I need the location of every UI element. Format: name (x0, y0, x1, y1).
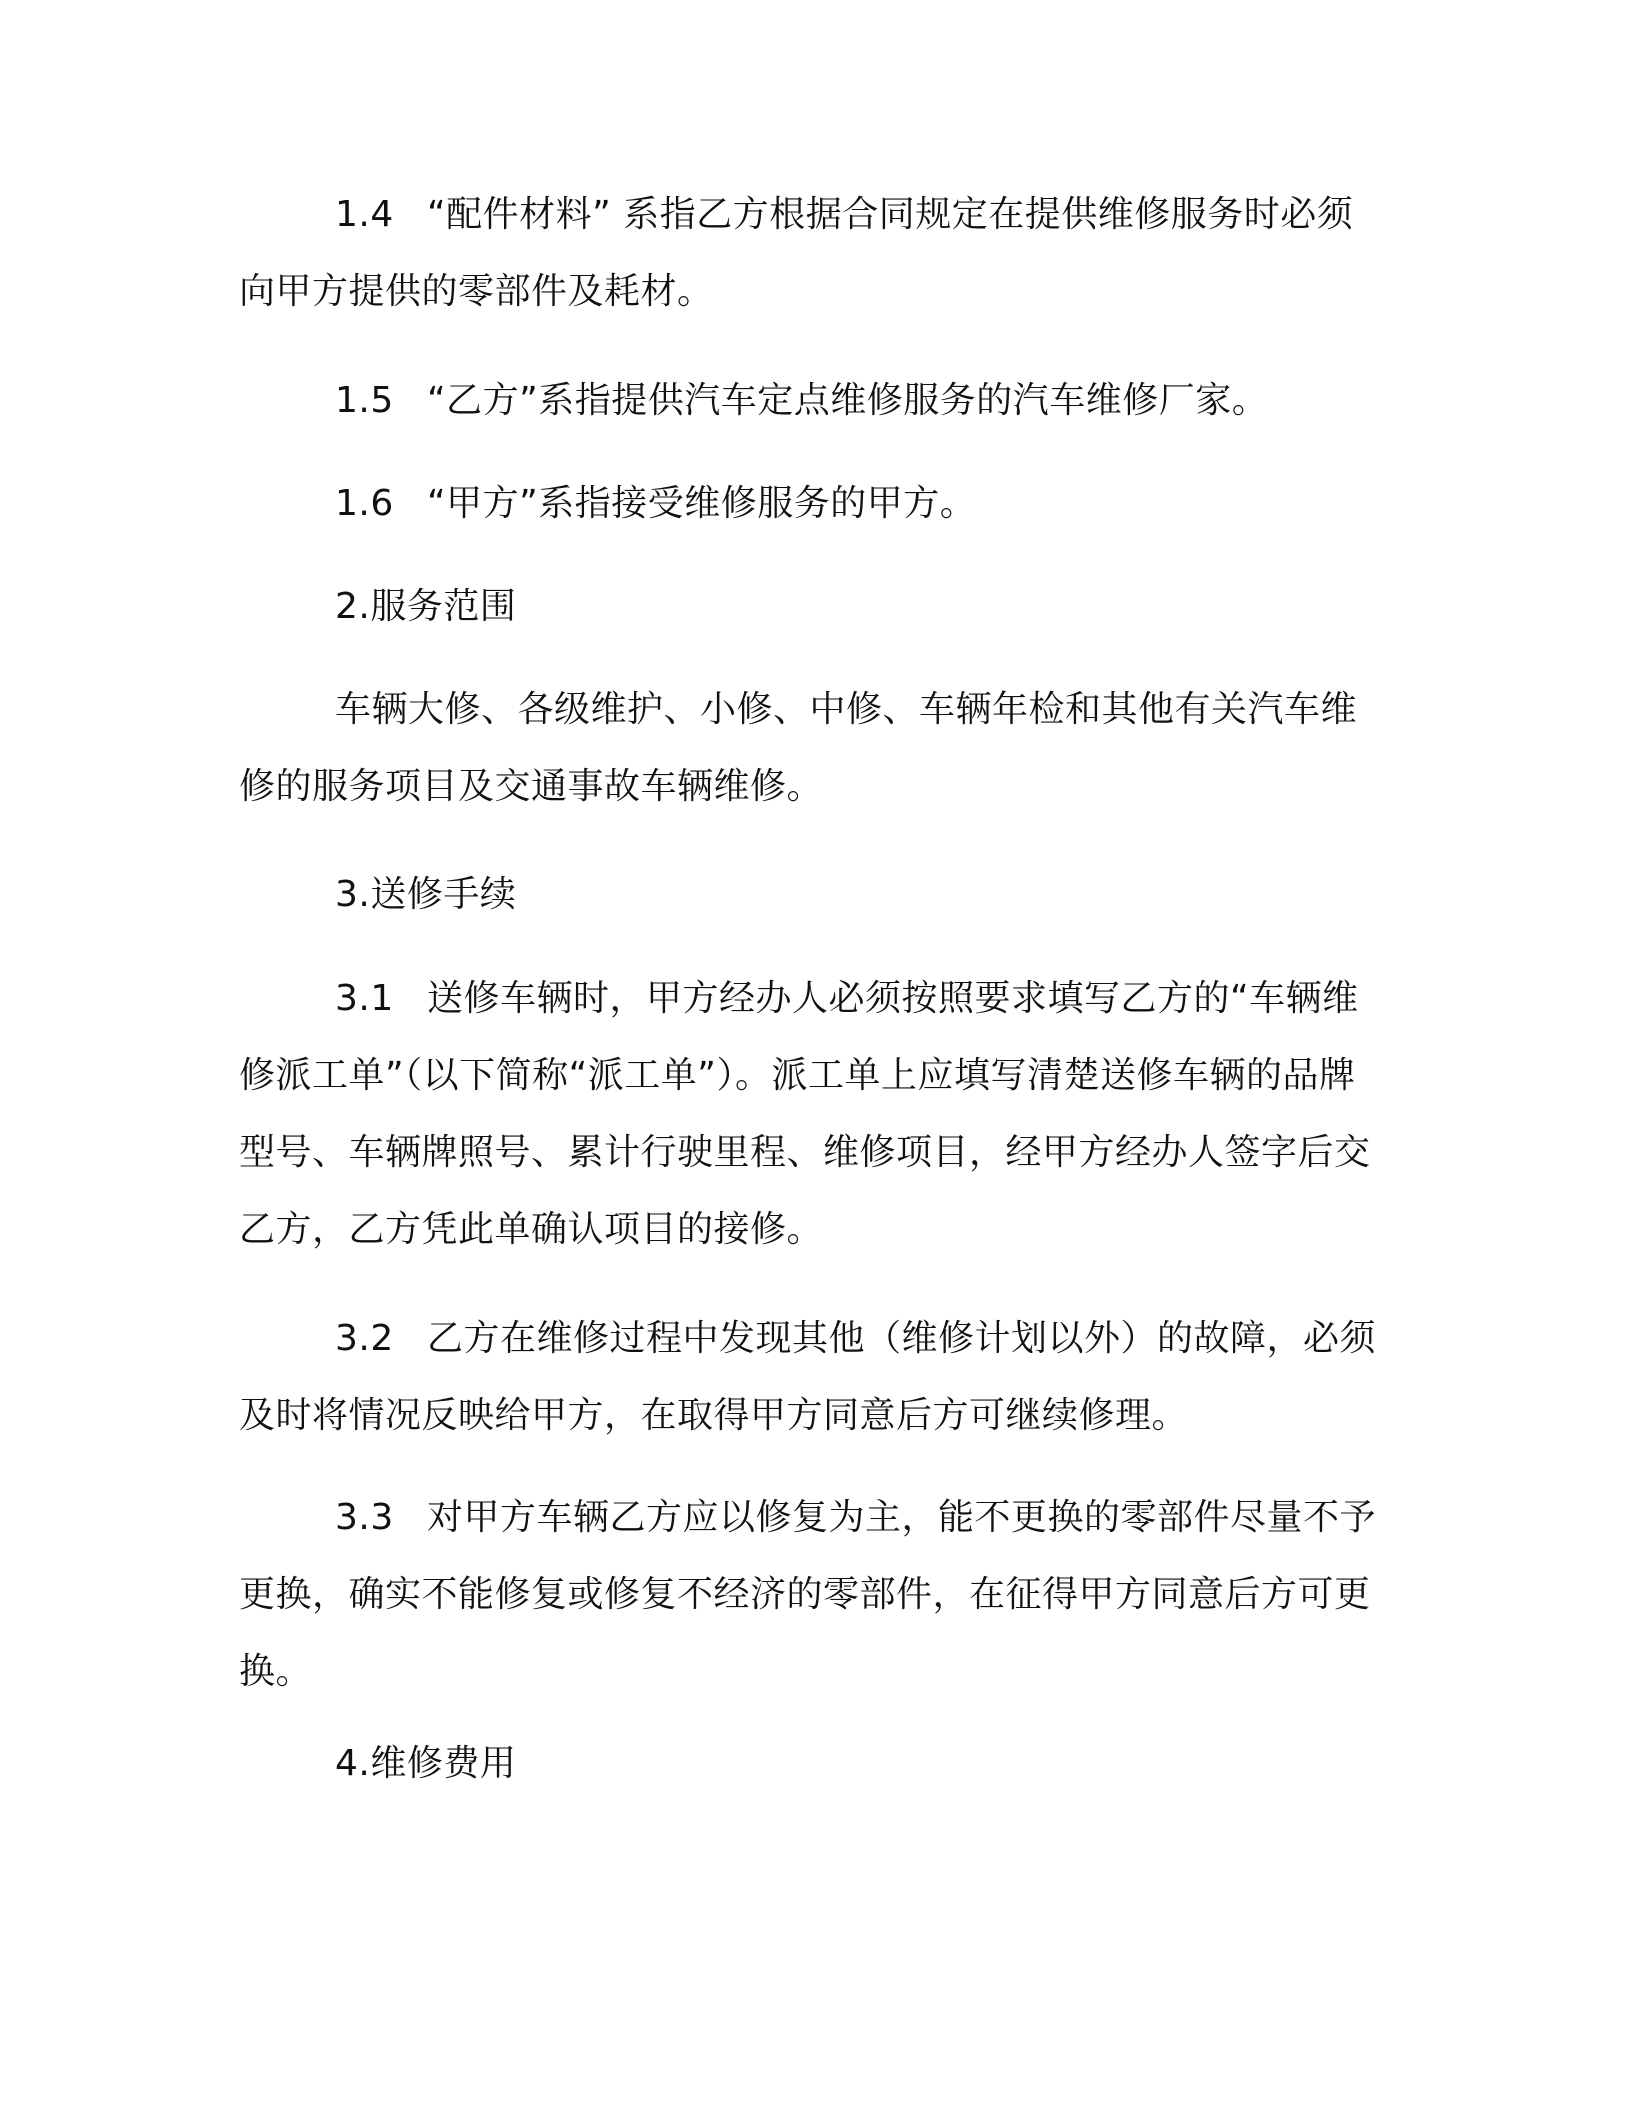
scope-paragraph (239, 671, 1379, 825)
clause-number: 3.2 (335, 1318, 394, 1359)
clause-3-1 (239, 960, 1379, 1268)
clause-text: 对甲方车辆乙方应以修复为主，能不更换的零部件尽量不予更换，确实不能修复或修复不经济的零部件，在征得甲方同意后方可更换。 (239, 1497, 1377, 1692)
clause-number: 1.5 (335, 380, 394, 421)
clause-text: “甲方”系指接受维修服务的甲方。 (427, 483, 977, 524)
clause-number: 3.3 (335, 1497, 394, 1538)
clause-number: 1.6 (335, 483, 394, 524)
clause-1-6 (239, 465, 1379, 542)
section-heading-2: 2.服务范围 (335, 586, 517, 627)
clause-text: 送修车辆时，甲方经办人必须按照要求填写乙方的“车辆维修派工单”（以下简称“派工单”）。派工单上应填写清楚送修车辆的品牌型号、车辆牌照号、累计行驶里程、维修项目，经甲方经办人签字后交乙方，乙方凭此单确认项目的接修。 (239, 978, 1371, 1250)
section-heading-4: 4.维修费用 (335, 1743, 517, 1784)
section-heading-3: 3.送修手续 (335, 874, 517, 915)
clause-text: “乙方”系指提供汽车定点维修服务的汽车维修厂家。 (427, 380, 1269, 421)
clause-text: “配件材料” 系指乙方根据合同规定在提供维修服务时必须向甲方提供的零部件及耗材。 (239, 194, 1354, 312)
clause-number: 3.1 (335, 978, 394, 1019)
clause-1-4 (239, 176, 1379, 330)
clause-3-2 (239, 1300, 1379, 1454)
clause-number: 1.4 (335, 194, 394, 235)
clause-text: 车辆大修、各级维护、小修、中修、车辆年检和其他有关汽车维修的服务项目及交通事故车辆维修。 (239, 689, 1358, 807)
clause-1-5 (239, 362, 1379, 439)
clause-3-3 (239, 1479, 1379, 1710)
clause-text: 乙方在维修过程中发现其他（维修计划以外）的故障，必须及时将情况反映给甲方，在取得甲方同意后方可继续修理。 (239, 1318, 1377, 1436)
